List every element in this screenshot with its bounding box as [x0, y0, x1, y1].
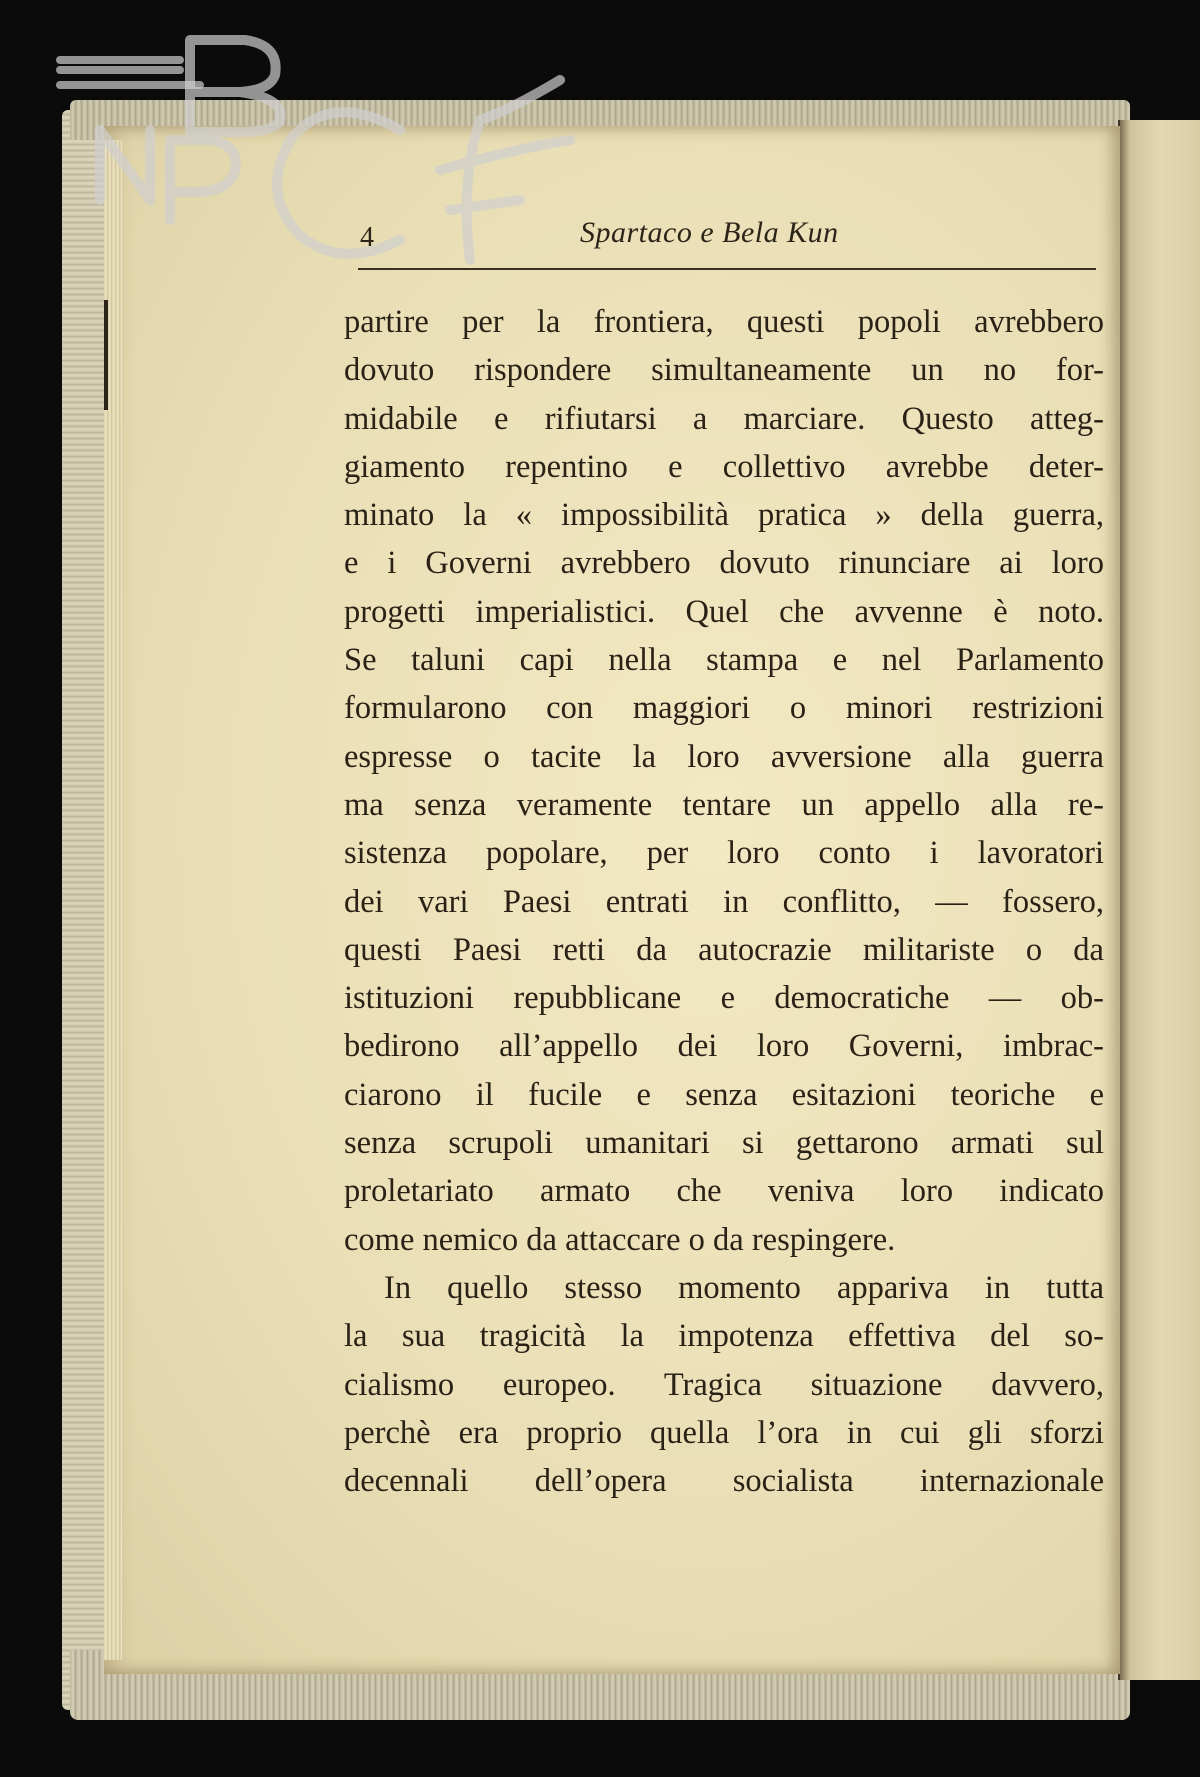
text-line: dei vari Paesi entrati in conflitto, — fossero,	[344, 883, 1104, 920]
text-line: midabile e rifiutarsi a marciare. Questo atteg-	[344, 400, 1104, 437]
text-line: cialismo europeo. Tragica situazione davvero,	[344, 1366, 1104, 1403]
text-line: ma senza veramente tentare un appello alla re-	[344, 786, 1104, 823]
text-line: dovuto rispondere simultaneamente un no for-	[344, 352, 1104, 389]
text-line: In quello stesso momento appariva in tutta	[384, 1269, 1104, 1306]
text-line: e i Governi avrebbero dovuto rinunciare ai loro	[344, 545, 1104, 582]
text-line: istituzioni repubblicane e democratiche — ob-	[344, 980, 1104, 1017]
text-line: sistenza popolare, per loro conto i lavoratori	[344, 835, 1104, 872]
text-line: la sua tragicità la impotenza effettiva del so-	[344, 1318, 1104, 1355]
running-title: Spartaco e Bela Kun	[580, 216, 839, 249]
binding-mark	[104, 300, 108, 410]
text-line: bedirono all’appello dei loro Governi, imbrac-	[344, 1028, 1104, 1065]
body-text	[344, 298, 1104, 1505]
text-line: senza scrupoli umanitari si gettarono armati sul	[344, 1125, 1104, 1162]
text-line: partire per la frontiera, questi popoli avrebbero	[344, 304, 1104, 340]
text-line: formularono con maggiori o minori restrizioni	[344, 690, 1104, 727]
running-header	[360, 210, 1100, 270]
header-rule	[358, 268, 1096, 270]
text-line: proletariato armato che veniva loro indicato	[344, 1173, 1104, 1210]
text-line: progetti imperialistici. Quel che avvenne è noto.	[344, 593, 1104, 630]
facing-page-edge	[1118, 120, 1200, 1680]
text-line: perchè era proprio quella l’ora in cui gli sforzi	[344, 1414, 1104, 1451]
page-number: 4	[360, 222, 374, 253]
text-line: minato la « impossibilità pratica » della guerra,	[344, 497, 1104, 534]
text-line: decennali dell’opera socialista internazionale	[344, 1463, 1104, 1500]
text-line: espresse o tacite la loro avversione alla guerra	[344, 738, 1104, 775]
text-line: ciarono il fucile e senza esitazioni teoriche e	[344, 1076, 1104, 1113]
text-line: questi Paesi retti da autocrazie militariste o da	[344, 931, 1104, 968]
text-line: giamento repentino e collettivo avrebbe deter-	[344, 448, 1104, 485]
text-line: Se taluni capi nella stampa e nel Parlamento	[344, 642, 1104, 679]
text-line: come nemico da attaccare o da respingere.	[344, 1221, 896, 1258]
